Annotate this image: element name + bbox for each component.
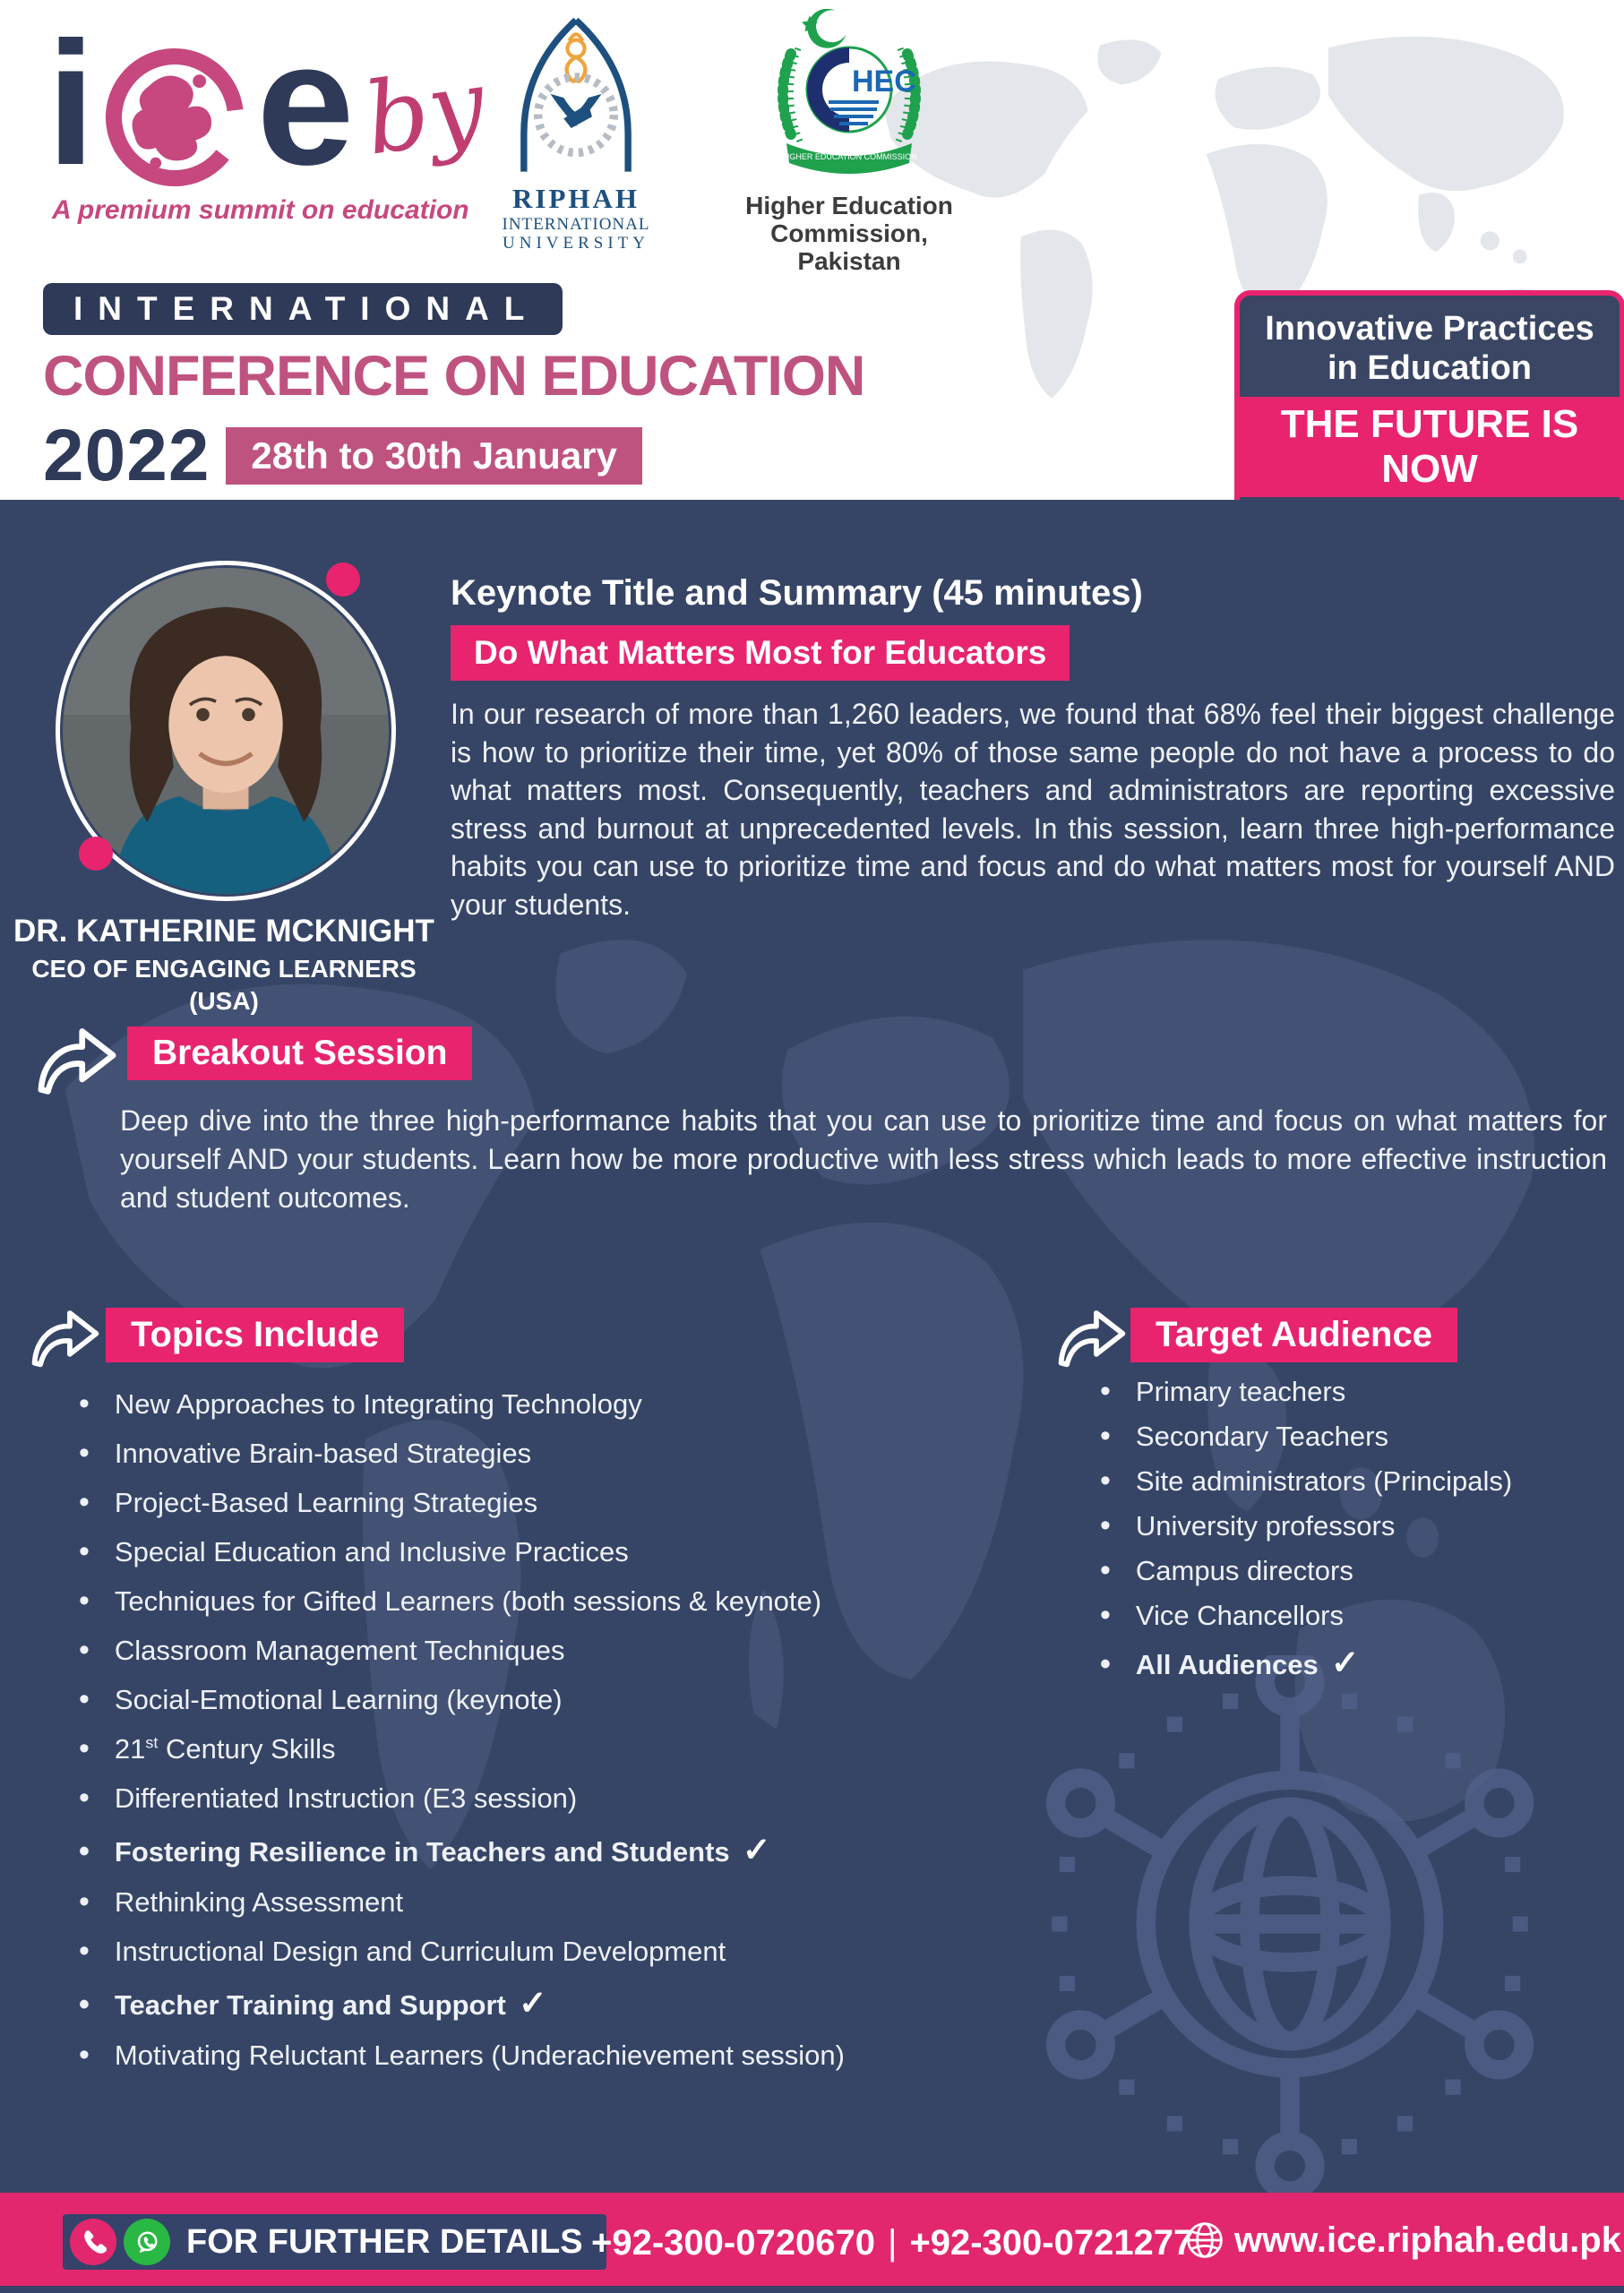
footer-label: FOR FURTHER DETAILS [186, 2222, 583, 2261]
bullet-dot: • [1100, 1508, 1111, 1542]
list-item-text: Teacher Training and Support [114, 1989, 506, 2021]
riphah-logo-icon [504, 13, 648, 178]
promo-slogan: THE FUTURE IS NOW [1240, 397, 1620, 497]
footer-details-box [63, 2214, 606, 2270]
list-item-text: Vice Chancellors [1135, 1600, 1344, 1631]
bullet-dot: • [1100, 1374, 1111, 1408]
title-block [43, 283, 864, 498]
pink-dot-decoration [326, 563, 360, 597]
ice-logo [47, 5, 349, 202]
bullet-dot: • [79, 1934, 90, 1968]
conference-year: 2022 [43, 415, 211, 496]
list-item [79, 1983, 992, 2023]
breakout-badge: Breakout Session [127, 1026, 472, 1080]
footer [0, 2193, 1624, 2286]
list-item [79, 1387, 992, 1421]
hec-banner-text: HIGHER EDUCATION COMMISSION [781, 152, 917, 161]
topics-badge: Topics Include [106, 1308, 404, 1362]
arrow-icon [29, 1304, 102, 1370]
list-item [79, 1682, 992, 1717]
list-item [1100, 1508, 1611, 1543]
riphah-name-line1: RIPHAH [512, 183, 640, 214]
footer-phones [591, 2223, 1193, 2263]
svg-text:HEC: HEC [852, 64, 916, 99]
by-text: by [357, 47, 492, 177]
list-item-text: Classroom Management Techniques [114, 1635, 565, 1666]
list-item [79, 1830, 992, 1870]
speaker-country: (USA) [189, 987, 259, 1015]
list-item-text: Motivating Reluctant Learners (Underachievement session) [114, 2040, 845, 2071]
ice-letter-i: i [47, 5, 90, 202]
list-item-text: Techniques for Gifted Learners (both sessions & keynote) [114, 1585, 822, 1617]
bullet-dot: • [79, 1387, 90, 1421]
speaker-info [0, 914, 448, 1016]
website-url: www.ice.riphah.edu.pk [1234, 2220, 1621, 2260]
list-item [79, 1934, 992, 1969]
list-item-text: Campus directors [1135, 1555, 1353, 1586]
bullet-dot: • [1100, 1553, 1111, 1587]
list-item-text: Project-Based Learning Strategies [114, 1487, 538, 1518]
list-item [1100, 1643, 1611, 1683]
international-badge: INTERNATIONAL [43, 283, 563, 335]
list-item [79, 1436, 992, 1471]
hec-logo [724, 9, 975, 275]
bullet-dot: • [1100, 1419, 1111, 1453]
footer-bottom-strip [0, 2286, 1624, 2293]
list-item [79, 1781, 992, 1816]
bullet-dot: • [79, 1731, 90, 1765]
list-item [79, 1885, 992, 1919]
bullet-dot: • [79, 1584, 90, 1618]
arrow-icon [34, 1021, 120, 1098]
promo-line1: Innovative Practices [1265, 310, 1594, 348]
hec-caption-line2: Commission, Pakistan [770, 219, 928, 275]
list-item [79, 2038, 992, 2073]
list-item [1100, 1419, 1611, 1454]
list-item [79, 1584, 992, 1619]
arrow-icon [1055, 1304, 1129, 1370]
ice-letter-e: e [256, 5, 349, 202]
list-item-text: Primary teachers [1135, 1376, 1346, 1407]
globe-icon [1184, 2220, 1225, 2261]
check-icon: ✓ [1330, 1645, 1360, 1682]
check-icon: ✓ [518, 1985, 547, 2022]
list-item-text: 21st Century Skills [114, 1733, 336, 1765]
list-item-text: Innovative Brain-based Strategies [114, 1438, 532, 1469]
list-item [1100, 1598, 1611, 1633]
bullet-dot: • [79, 1781, 90, 1815]
speaker-name: DR. KATHERINE MCKNIGHT [13, 914, 434, 949]
bullet-dot: • [1100, 1464, 1111, 1498]
bullet-dot: • [79, 1534, 90, 1568]
speaker-photo [56, 561, 396, 901]
phone-number-1: +92-300-0720670 [591, 2223, 875, 2263]
keynote-summary: In our research of more than 1,260 leaders, we found that 68% feel their biggest challenge is how to prioritize their time, yet 80% of those same people do not have a process to do what matters most. Consequently, teachers and administrators are reporting excessive stress and burnout at unprecedented levels. In this session, learn three high-performance habits you can use to prioritize time and focus and do what matters most for yourself AND your students. [451, 698, 1615, 921]
list-item [1100, 1553, 1611, 1588]
list-item-text: New Approaches to Integrating Technology [114, 1388, 642, 1420]
pink-dot-decoration [79, 837, 113, 871]
list-item [79, 1731, 992, 1766]
footer-website [1184, 2220, 1621, 2261]
list-item-text: Instructional Design and Curriculum Development [114, 1936, 726, 1967]
header [0, 0, 1624, 500]
riphah-logo [473, 13, 679, 253]
riphah-name-line3: UNIVERSITY [503, 234, 649, 253]
list-item-text: Special Education and Inclusive Practices [114, 1536, 629, 1567]
ice-tagline: A premium summit on education [52, 195, 469, 225]
audience-list [1100, 1374, 1611, 1693]
list-item-text: All Audiences [1135, 1649, 1319, 1680]
list-item-text: University professors [1135, 1510, 1396, 1542]
hec-caption-line1: Higher Education [745, 192, 953, 219]
list-item [79, 1633, 992, 1668]
bullet-dot: • [79, 1988, 90, 2022]
list-item-text: Site administrators (Principals) [1135, 1465, 1513, 1497]
list-item-text: Social-Emotional Learning (keynote) [114, 1684, 563, 1715]
date-badge: 28th to 30th January [226, 427, 641, 485]
list-item-text: Secondary Teachers [1135, 1421, 1388, 1452]
bullet-dot: • [79, 1633, 90, 1667]
speaker-role: CEO OF ENGAGING LEARNERS [31, 955, 417, 983]
phone-separator: | [887, 2223, 898, 2263]
check-icon: ✓ [742, 1832, 771, 1869]
network-globe-decoration [1021, 1655, 1559, 2193]
bullet-dot: • [79, 1885, 90, 1919]
list-item-text: Differentiated Instruction (E3 session) [114, 1782, 578, 1814]
list-item [79, 1534, 992, 1569]
bullet-dot: • [79, 1682, 90, 1716]
promo-badge [1234, 290, 1624, 524]
topics-list [79, 1387, 992, 2087]
bullet-dot: • [79, 2038, 90, 2072]
speaker-portrait [63, 568, 389, 894]
bullet-dot: • [79, 1485, 90, 1519]
audience-badge: Target Audience [1130, 1308, 1457, 1362]
list-item [79, 1485, 992, 1520]
keynote-heading: Keynote Title and Summary (45 minutes) [451, 573, 1143, 613]
promo-line2: in Education [1328, 348, 1532, 387]
list-item-text: Fostering Resilience in Teachers and Students [114, 1836, 730, 1868]
keynote-title-badge: Do What Matters Most for Educators [451, 625, 1070, 681]
bullet-dot: • [1100, 1647, 1111, 1681]
list-item-text: Rethinking Assessment [114, 1886, 404, 1918]
whatsapp-icon [124, 2219, 170, 2265]
phone-icon [70, 2219, 116, 2265]
list-item [1100, 1464, 1611, 1499]
main-section [0, 500, 1624, 2193]
breakout-text: Deep dive into the three high-performance habits that you can use to prioritize time and focus on what matters for yourself AND your students. Learn how be more productive with less stress which leads to more effective instruction and student outcomes. [120, 1104, 1607, 1215]
hec-logo-icon [764, 9, 934, 188]
bullet-dot: • [79, 1436, 90, 1470]
list-item [1100, 1374, 1611, 1409]
conference-title: CONFERENCE ON EDUCATION [43, 345, 865, 408]
phone-number-2: +92-300-0721277 [909, 2223, 1194, 2263]
bullet-dot: • [1100, 1598, 1111, 1632]
ice-globe-icon [99, 41, 251, 193]
riphah-name-line2: INTERNATIONAL [502, 214, 650, 234]
bullet-dot: • [79, 1834, 90, 1868]
